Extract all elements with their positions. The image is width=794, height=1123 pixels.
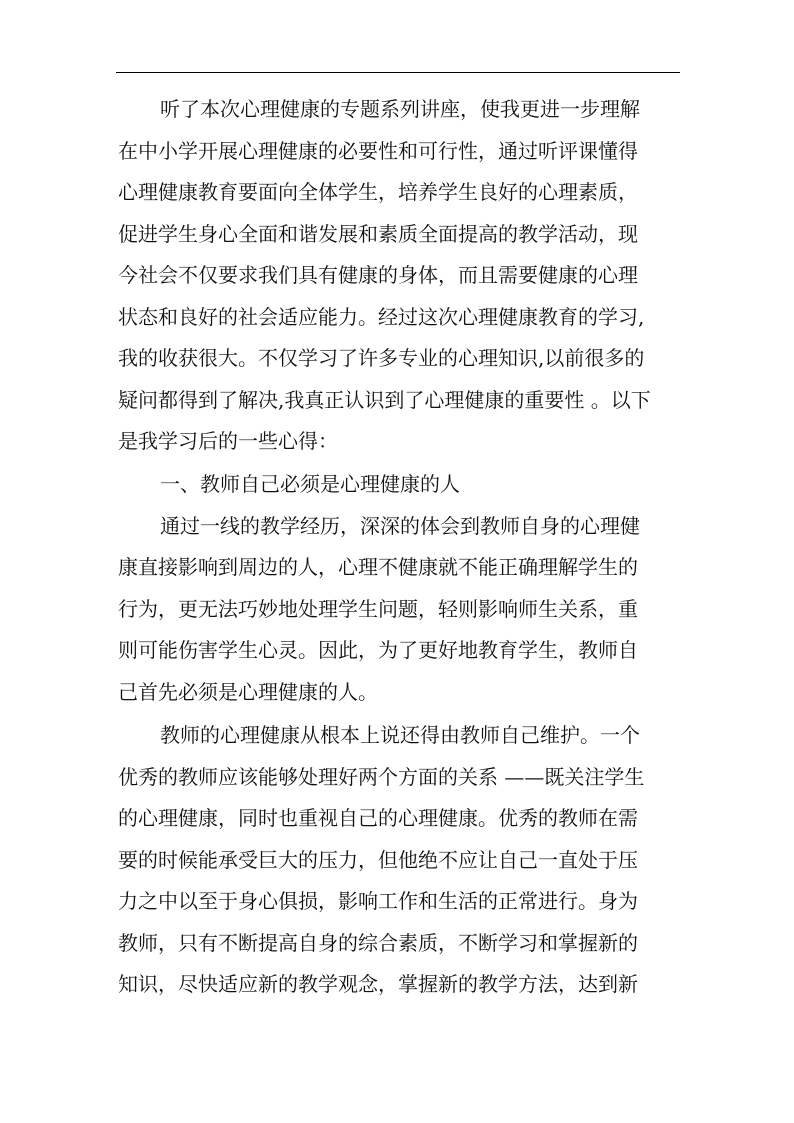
text-line: 我的收获很大。不仅学习了许多专业的心理知识,以前很多的 xyxy=(118,346,645,370)
text-line: 教师的心理健康从根本上说还得由教师自己维护。一个 xyxy=(160,723,640,747)
text-line: 听了本次心理健康的专题系列讲座，使我更进一步理解 xyxy=(160,97,640,121)
text-line: 知识，尽快适应新的教学观念，掌握新的教学方法，达到新 xyxy=(118,972,638,996)
text-line: 今社会不仅要求我们具有健康的身体，而且需要健康的心理 xyxy=(118,263,638,287)
text-line: 心理健康教育要面向全体学生，培养学生良好的心理素质， xyxy=(118,180,638,204)
text-line: 在中小学开展心理健康的必要性和可行性，通过听评课懂得 xyxy=(118,139,638,163)
text-line: 行为，更无法巧妙地处理学生问题，轻则影响师生关系，重 xyxy=(118,597,638,621)
text-line: 促进学生身心全面和谐发展和素质全面提高的教学活动，现 xyxy=(118,222,638,246)
text-line: 己首先必须是心理健康的人。 xyxy=(118,680,378,704)
text-line: 的心理健康，同时也重视自己的心理健康。优秀的教师在需 xyxy=(118,806,638,830)
text-line: 力之中以至于身心俱损，影响工作和生活的正常进行。身为 xyxy=(118,889,638,913)
header-rule xyxy=(116,72,680,73)
text-line: 教师，只有不断提高自身的综合素质，不断学习和掌握新的 xyxy=(118,931,638,955)
text-line: 是我学习后的一些心得： xyxy=(118,429,338,453)
text-line: 则可能伤害学生心灵。因此，为了更好地教育学生，教师自 xyxy=(118,638,638,662)
text-line: 通过一线的教学经历，深深的体会到教师自身的心理健 xyxy=(160,514,640,538)
text-line: 疑问都得到了解决,我真正认识到了心理健康的重要性 。以下 xyxy=(118,388,651,412)
text-line: 优秀的教师应该能够处理好两个方面的关系 ——既关注学生 xyxy=(118,765,645,789)
text-line: 康直接影响到周边的人，心理不健康就不能正确理解学生的 xyxy=(118,555,638,579)
section-heading: 一、教师自己必须是心理健康的人 xyxy=(160,472,460,496)
text-line: 状态和良好的社会适应能力。经过这次心理健康教育的学习, xyxy=(118,305,645,329)
text-line: 要的时候能承受巨大的压力，但他绝不应让自己一直处于压 xyxy=(118,848,638,872)
